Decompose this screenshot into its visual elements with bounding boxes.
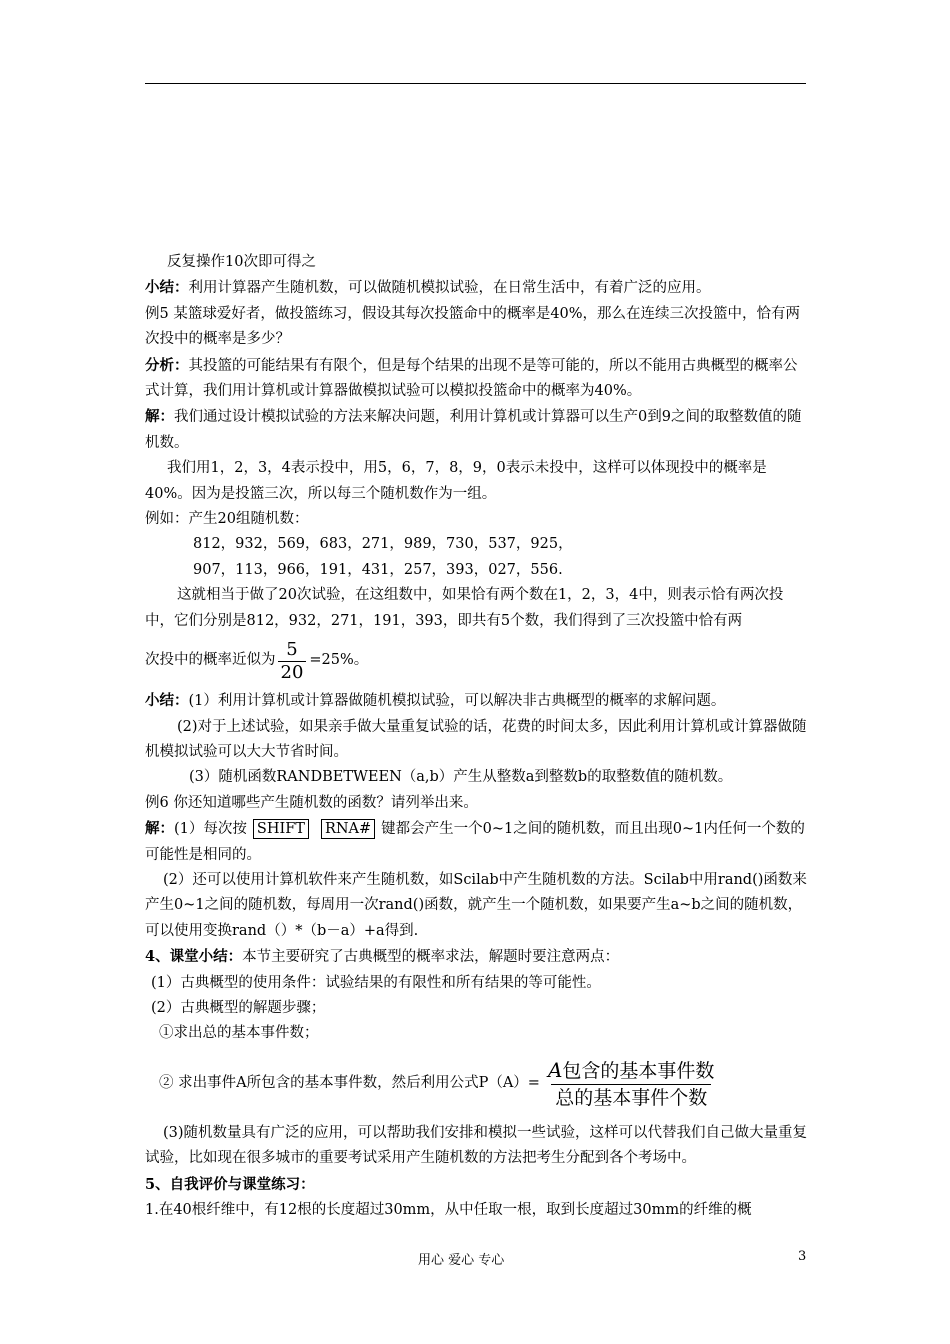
paragraph — [145, 765, 809, 790]
text: 次投中的概率近似为 — [145, 652, 276, 669]
random-numbers-row — [145, 532, 809, 557]
section-heading: 4、课堂小结： — [145, 948, 243, 966]
paragraph — [145, 507, 809, 532]
text: ①求出总的基本事件数； — [159, 1025, 319, 1042]
paragraph — [145, 456, 809, 507]
paragraph — [145, 1121, 809, 1172]
paragraph — [145, 816, 809, 868]
text: 包含的基本事件数 — [562, 1059, 715, 1082]
rna-key: RNA# — [321, 819, 375, 839]
text: ② 求出事件A所包含的基本事件数，然后利用公式P（A）= — [159, 1075, 540, 1092]
text: 例5 某篮球爱好者，做投篮练习，假设其每次投篮命中的概率是40%，那么在连续三次投篮中，恰有两次投中的概率是多少？ — [145, 305, 801, 348]
formula-numerator — [544, 1057, 718, 1084]
exercise-1 — [145, 1198, 809, 1223]
label-solution: 解： — [145, 820, 174, 838]
text: 我们用1，2，3，4表示投中，用5，6，7，8，9，0表示未投中，这样可以体现投中的概率是40%。因为是投篮三次，所以每三个随机数作为一组。 — [145, 460, 767, 502]
paragraph — [145, 715, 809, 766]
label-summary: 小结： — [145, 692, 189, 710]
text: 利用计算器产生随机数，可以做随机模拟试验，在日常生活中，有着广泛的应用。 — [188, 280, 711, 297]
text: 键都会产生一个0~1之间的随机数，而且出现0~1内任何一个数的可能性是相同的。 — [145, 821, 805, 863]
section-heading: 5、自我评价与课堂练习： — [145, 1175, 315, 1193]
text: (1）利用计算机或计算器做随机模拟试验，可以解决非古典概型的概率的求解问题。 — [188, 693, 726, 710]
text: 反复操作10次即可得之 — [167, 254, 316, 270]
text: 例6 你还知道哪些产生随机数的函数？请列举出来。 — [145, 794, 478, 811]
text: 1.在40根纤维中，有12根的长度超过30mm，从中任取一根，取到长度超过30mm的纤维的概 — [145, 1202, 752, 1218]
text: (2）古典概型的解题步骤； — [151, 999, 326, 1016]
label-solution: 解： — [145, 408, 174, 426]
text: =25%。 — [309, 652, 369, 669]
text: (2)对于上述试验，如果亲手做大量重复试验的话，花费的时间太多，因此利用计算机或计算器做随机模拟试验可以大大节省时间。 — [145, 718, 807, 760]
paragraph — [145, 971, 809, 996]
text: (1）古典概型的使用条件：试验结果的有限性和所有结果的等可能性。 — [151, 974, 601, 991]
text: 其投篮的可能结果有有限个，但是每个结果的出现不是等可能的，所以不能用古典概型的概率公式计算，我们用计算机或计算器做模拟试验可以模拟投篮命中的概率为40%。 — [145, 357, 798, 400]
paragraph — [145, 404, 809, 456]
text: (2）还可以使用计算机软件来产生随机数，如Scilab中产生随机数的方法。Scilab中用rand()函数来产生0~1之间的随机数，每周用一次rand()函数，就产生一个随机数，如果要产生a~b之间的随机数，可以使用变换rand（）*（b－a）+a得到. — [145, 871, 807, 939]
paragraph — [145, 996, 809, 1021]
example-5 — [145, 302, 809, 353]
event-symbol: A — [547, 1057, 563, 1082]
probability-formula — [544, 1057, 718, 1111]
label-analysis: 分析： — [145, 356, 189, 374]
text: (3)随机数量具有广泛的应用，可以帮助我们安排和模拟一些试验，这样可以代替我们自己做大量重复试验，比如现在很多城市的重要考试采用产生随机数的方法把考生分配到各个考场中。 — [145, 1124, 808, 1167]
paragraph — [145, 688, 809, 714]
text: (3）随机函数RANDBETWEEN（a,b）产生从整数a到整数b的取整数值的随机数。 — [189, 769, 733, 786]
paragraph — [145, 275, 809, 301]
text: 812，932，569，683，271，989，730，537，925， — [193, 536, 573, 553]
page-number: 3 — [798, 1249, 807, 1264]
paragraph — [145, 583, 809, 634]
text: (1）每次按 — [174, 821, 247, 838]
probability-line — [145, 634, 809, 688]
fraction-numerator: 5 — [286, 638, 298, 660]
text: 这就相当于做了20次试验，在这组数中，如果恰有两个数在1，2，3，4中，则表示恰有两次投中，它们分别是812，932，271，191，393，即共有5个数，我们得到了三次投篮中恰有两 — [145, 587, 784, 629]
paragraph — [145, 353, 809, 405]
paragraph — [145, 944, 809, 970]
fraction — [278, 639, 307, 684]
text: 本节主要研究了古典概型的概率求法，解题时要注意两点： — [242, 949, 620, 966]
example-6 — [145, 791, 809, 816]
footer-motto: 用心 爱心 专心 — [418, 1253, 505, 1268]
formula-line — [145, 1053, 809, 1115]
text: 例如：产生20组随机数： — [145, 511, 309, 528]
paragraph — [145, 1021, 809, 1046]
fraction-denominator: 20 — [278, 661, 307, 684]
paragraph — [145, 868, 809, 944]
header-rule — [145, 83, 806, 84]
page-body — [145, 250, 809, 1223]
text: 907，113，966，191，431，257，393，027，556. — [193, 561, 563, 578]
shift-key: SHIFT — [253, 819, 309, 839]
text: 我们通过设计模拟试验的方法来解决问题，利用计算机或计算器可以生产0到9之间的取整数值的随机数。 — [145, 409, 802, 451]
label-summary: 小结： — [145, 279, 189, 297]
formula-denominator: 总的基本事件个数 — [551, 1084, 711, 1111]
random-numbers-row — [145, 558, 809, 583]
paragraph — [145, 1172, 809, 1198]
paragraph — [145, 250, 809, 275]
